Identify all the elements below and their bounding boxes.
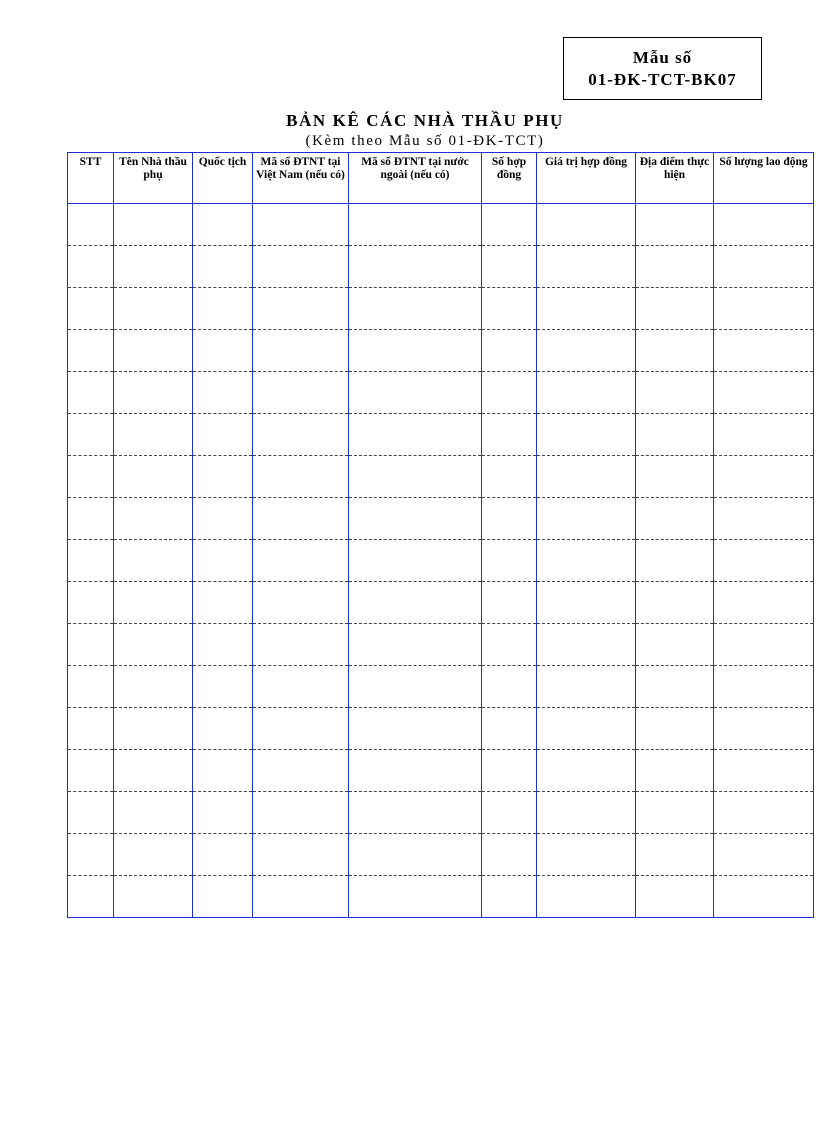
table-cell[interactable] [253, 792, 349, 834]
table-row [68, 708, 814, 750]
table-cell[interactable] [636, 624, 714, 666]
table-cell[interactable] [349, 666, 482, 708]
table-cell[interactable] [68, 792, 114, 834]
table-cell[interactable] [482, 834, 537, 876]
table-row [68, 456, 814, 498]
col-header-tax-id-vietnam: Mã số ĐTNT tại Việt Nam (nếu có) [253, 153, 349, 204]
table-cell[interactable] [482, 456, 537, 498]
table-cell[interactable] [636, 834, 714, 876]
table-cell[interactable] [636, 288, 714, 330]
table-cell[interactable] [714, 708, 814, 750]
table-cell[interactable] [114, 414, 193, 456]
table-cell[interactable] [636, 666, 714, 708]
table-cell[interactable] [68, 456, 114, 498]
table-cell[interactable] [636, 246, 714, 288]
table-cell[interactable] [193, 624, 253, 666]
document-subtitle: (Kèm theo Mẫu số 01-ĐK-TCT) [305, 133, 545, 149]
table-cell[interactable] [193, 708, 253, 750]
table-cell[interactable] [537, 372, 636, 414]
table-cell[interactable] [349, 372, 482, 414]
table-cell[interactable] [253, 666, 349, 708]
col-header-location: Địa điểm thực hiện [636, 153, 714, 204]
table-cell[interactable] [636, 372, 714, 414]
table-cell[interactable] [114, 708, 193, 750]
col-header-contract-value: Giá trị hợp đồng [537, 153, 636, 204]
table-cell[interactable] [537, 456, 636, 498]
table-cell[interactable] [714, 246, 814, 288]
table-cell[interactable] [114, 498, 193, 540]
table-cell[interactable] [482, 876, 537, 918]
table-cell[interactable] [349, 246, 482, 288]
table-cell[interactable] [193, 540, 253, 582]
table-cell[interactable] [482, 498, 537, 540]
table-cell[interactable] [349, 414, 482, 456]
table-row [68, 582, 814, 624]
table-cell[interactable] [714, 540, 814, 582]
table-row [68, 414, 814, 456]
form-code-label: Mẫu số [632, 47, 693, 67]
table-cell[interactable] [68, 708, 114, 750]
table-cell[interactable] [253, 876, 349, 918]
table-cell[interactable] [537, 624, 636, 666]
table-cell[interactable] [482, 792, 537, 834]
table-header-row [68, 153, 814, 204]
subcontractor-table [67, 152, 814, 918]
table-cell[interactable] [68, 750, 114, 792]
table-cell[interactable] [68, 540, 114, 582]
table-cell[interactable] [253, 456, 349, 498]
document-title: BẢN KÊ CÁC NHÀ THẦU PHỤ [286, 111, 564, 130]
table-cell[interactable] [193, 876, 253, 918]
table-cell[interactable] [482, 666, 537, 708]
table-cell[interactable] [193, 246, 253, 288]
table-cell[interactable] [636, 876, 714, 918]
table-cell[interactable] [537, 414, 636, 456]
table-cell[interactable] [714, 414, 814, 456]
table-cell[interactable] [193, 288, 253, 330]
form-code-box [563, 37, 762, 100]
table-cell[interactable] [636, 414, 714, 456]
table-cell[interactable] [114, 624, 193, 666]
table-row [68, 498, 814, 540]
table-cell[interactable] [714, 876, 814, 918]
table-cell[interactable] [253, 540, 349, 582]
table-cell[interactable] [114, 750, 193, 792]
col-header-tax-id-foreign: Mã số ĐTNT tại nước ngoài (nếu có) [349, 153, 482, 204]
table-cell[interactable] [482, 414, 537, 456]
table-cell[interactable] [68, 246, 114, 288]
table-cell[interactable] [193, 204, 253, 246]
table-cell[interactable] [636, 330, 714, 372]
table-cell[interactable] [253, 498, 349, 540]
table-cell[interactable] [68, 498, 114, 540]
table-cell[interactable] [193, 834, 253, 876]
form-code-number: 01-ĐK-TCT-BK07 [588, 69, 737, 89]
table-cell[interactable] [193, 414, 253, 456]
table-cell[interactable] [537, 876, 636, 918]
table-cell[interactable] [349, 582, 482, 624]
col-header-labor-count: Số lượng lao động [714, 153, 814, 204]
table-cell[interactable] [68, 876, 114, 918]
table-cell[interactable] [193, 582, 253, 624]
table-cell[interactable] [114, 666, 193, 708]
table-body [68, 204, 814, 918]
table-cell[interactable] [253, 372, 349, 414]
table-cell[interactable] [253, 330, 349, 372]
table-cell[interactable] [114, 288, 193, 330]
table-row [68, 540, 814, 582]
table-cell[interactable] [537, 666, 636, 708]
table-cell[interactable] [114, 540, 193, 582]
table-row [68, 330, 814, 372]
table-cell[interactable] [68, 624, 114, 666]
table-cell[interactable] [193, 330, 253, 372]
table-row [68, 288, 814, 330]
table-cell[interactable] [714, 372, 814, 414]
table-cell[interactable] [636, 204, 714, 246]
table-row [68, 792, 814, 834]
table-cell[interactable] [537, 708, 636, 750]
table-cell[interactable] [253, 246, 349, 288]
table-cell[interactable] [714, 834, 814, 876]
table-cell[interactable] [114, 246, 193, 288]
table-cell[interactable] [482, 330, 537, 372]
table-cell[interactable] [714, 498, 814, 540]
table-cell[interactable] [114, 834, 193, 876]
table-cell[interactable] [636, 708, 714, 750]
table-row [68, 204, 814, 246]
table-cell[interactable] [537, 792, 636, 834]
table-cell[interactable] [349, 288, 482, 330]
table-cell[interactable] [253, 414, 349, 456]
table-row [68, 624, 814, 666]
table-cell[interactable] [253, 708, 349, 750]
table-cell[interactable] [537, 750, 636, 792]
table-cell[interactable] [253, 582, 349, 624]
table-cell[interactable] [537, 246, 636, 288]
table-cell[interactable] [714, 582, 814, 624]
table-cell[interactable] [636, 582, 714, 624]
table-cell[interactable] [537, 834, 636, 876]
table-cell[interactable] [349, 792, 482, 834]
table-cell[interactable] [714, 624, 814, 666]
col-header-nationality: Quốc tịch [193, 153, 253, 204]
col-header-subcontractor-name: Tên Nhà thầu phụ [114, 153, 193, 204]
table-cell[interactable] [349, 540, 482, 582]
table-row [68, 834, 814, 876]
table-cell[interactable] [349, 204, 482, 246]
col-header-stt: STT [68, 153, 114, 204]
table-cell[interactable] [636, 498, 714, 540]
table-cell[interactable] [114, 456, 193, 498]
table-cell[interactable] [253, 204, 349, 246]
table-cell[interactable] [714, 204, 814, 246]
table-cell[interactable] [714, 792, 814, 834]
table-cell[interactable] [349, 456, 482, 498]
table-cell[interactable] [349, 708, 482, 750]
table-cell[interactable] [537, 498, 636, 540]
table-cell[interactable] [253, 288, 349, 330]
table-row [68, 750, 814, 792]
table-row [68, 876, 814, 918]
table-cell[interactable] [482, 288, 537, 330]
table-cell[interactable] [193, 750, 253, 792]
table-cell[interactable] [68, 372, 114, 414]
table-cell[interactable] [349, 624, 482, 666]
table-cell[interactable] [68, 414, 114, 456]
table-cell[interactable] [349, 876, 482, 918]
table-cell[interactable] [114, 204, 193, 246]
table-cell[interactable] [714, 456, 814, 498]
table-cell[interactable] [482, 708, 537, 750]
table-cell[interactable] [193, 666, 253, 708]
col-header-contract-number: Số hợp đồng [482, 153, 537, 204]
table-cell[interactable] [114, 582, 193, 624]
table-cell[interactable] [253, 834, 349, 876]
table-cell[interactable] [349, 834, 482, 876]
table-cell[interactable] [114, 876, 193, 918]
table-cell[interactable] [482, 372, 537, 414]
table-cell[interactable] [114, 372, 193, 414]
table-cell[interactable] [482, 624, 537, 666]
table-cell[interactable] [537, 582, 636, 624]
table-row [68, 246, 814, 288]
table-row [68, 666, 814, 708]
table-cell[interactable] [68, 582, 114, 624]
table-cell[interactable] [114, 330, 193, 372]
table-cell[interactable] [193, 372, 253, 414]
table-cell[interactable] [193, 792, 253, 834]
table-cell[interactable] [714, 330, 814, 372]
table-cell[interactable] [482, 540, 537, 582]
table-cell[interactable] [349, 750, 482, 792]
table-cell[interactable] [537, 330, 636, 372]
table-cell[interactable] [349, 498, 482, 540]
table-cell[interactable] [193, 498, 253, 540]
table-cell[interactable] [714, 666, 814, 708]
table-cell[interactable] [537, 288, 636, 330]
table-cell[interactable] [714, 750, 814, 792]
table-row [68, 372, 814, 414]
table-cell[interactable] [636, 792, 714, 834]
table-cell[interactable] [537, 204, 636, 246]
table-cell[interactable] [114, 792, 193, 834]
table-cell[interactable] [253, 624, 349, 666]
table-cell[interactable] [68, 204, 114, 246]
table-cell[interactable] [636, 540, 714, 582]
table-cell[interactable] [68, 834, 114, 876]
table-cell[interactable] [253, 750, 349, 792]
table-cell[interactable] [68, 330, 114, 372]
table-cell[interactable] [714, 288, 814, 330]
table-cell[interactable] [636, 456, 714, 498]
table-cell[interactable] [636, 750, 714, 792]
table-cell[interactable] [349, 330, 482, 372]
table-cell[interactable] [537, 540, 636, 582]
table-cell[interactable] [68, 288, 114, 330]
table-cell[interactable] [193, 456, 253, 498]
table-cell[interactable] [482, 750, 537, 792]
table-cell[interactable] [482, 246, 537, 288]
table-cell[interactable] [482, 204, 537, 246]
table-cell[interactable] [68, 666, 114, 708]
table-cell[interactable] [482, 582, 537, 624]
